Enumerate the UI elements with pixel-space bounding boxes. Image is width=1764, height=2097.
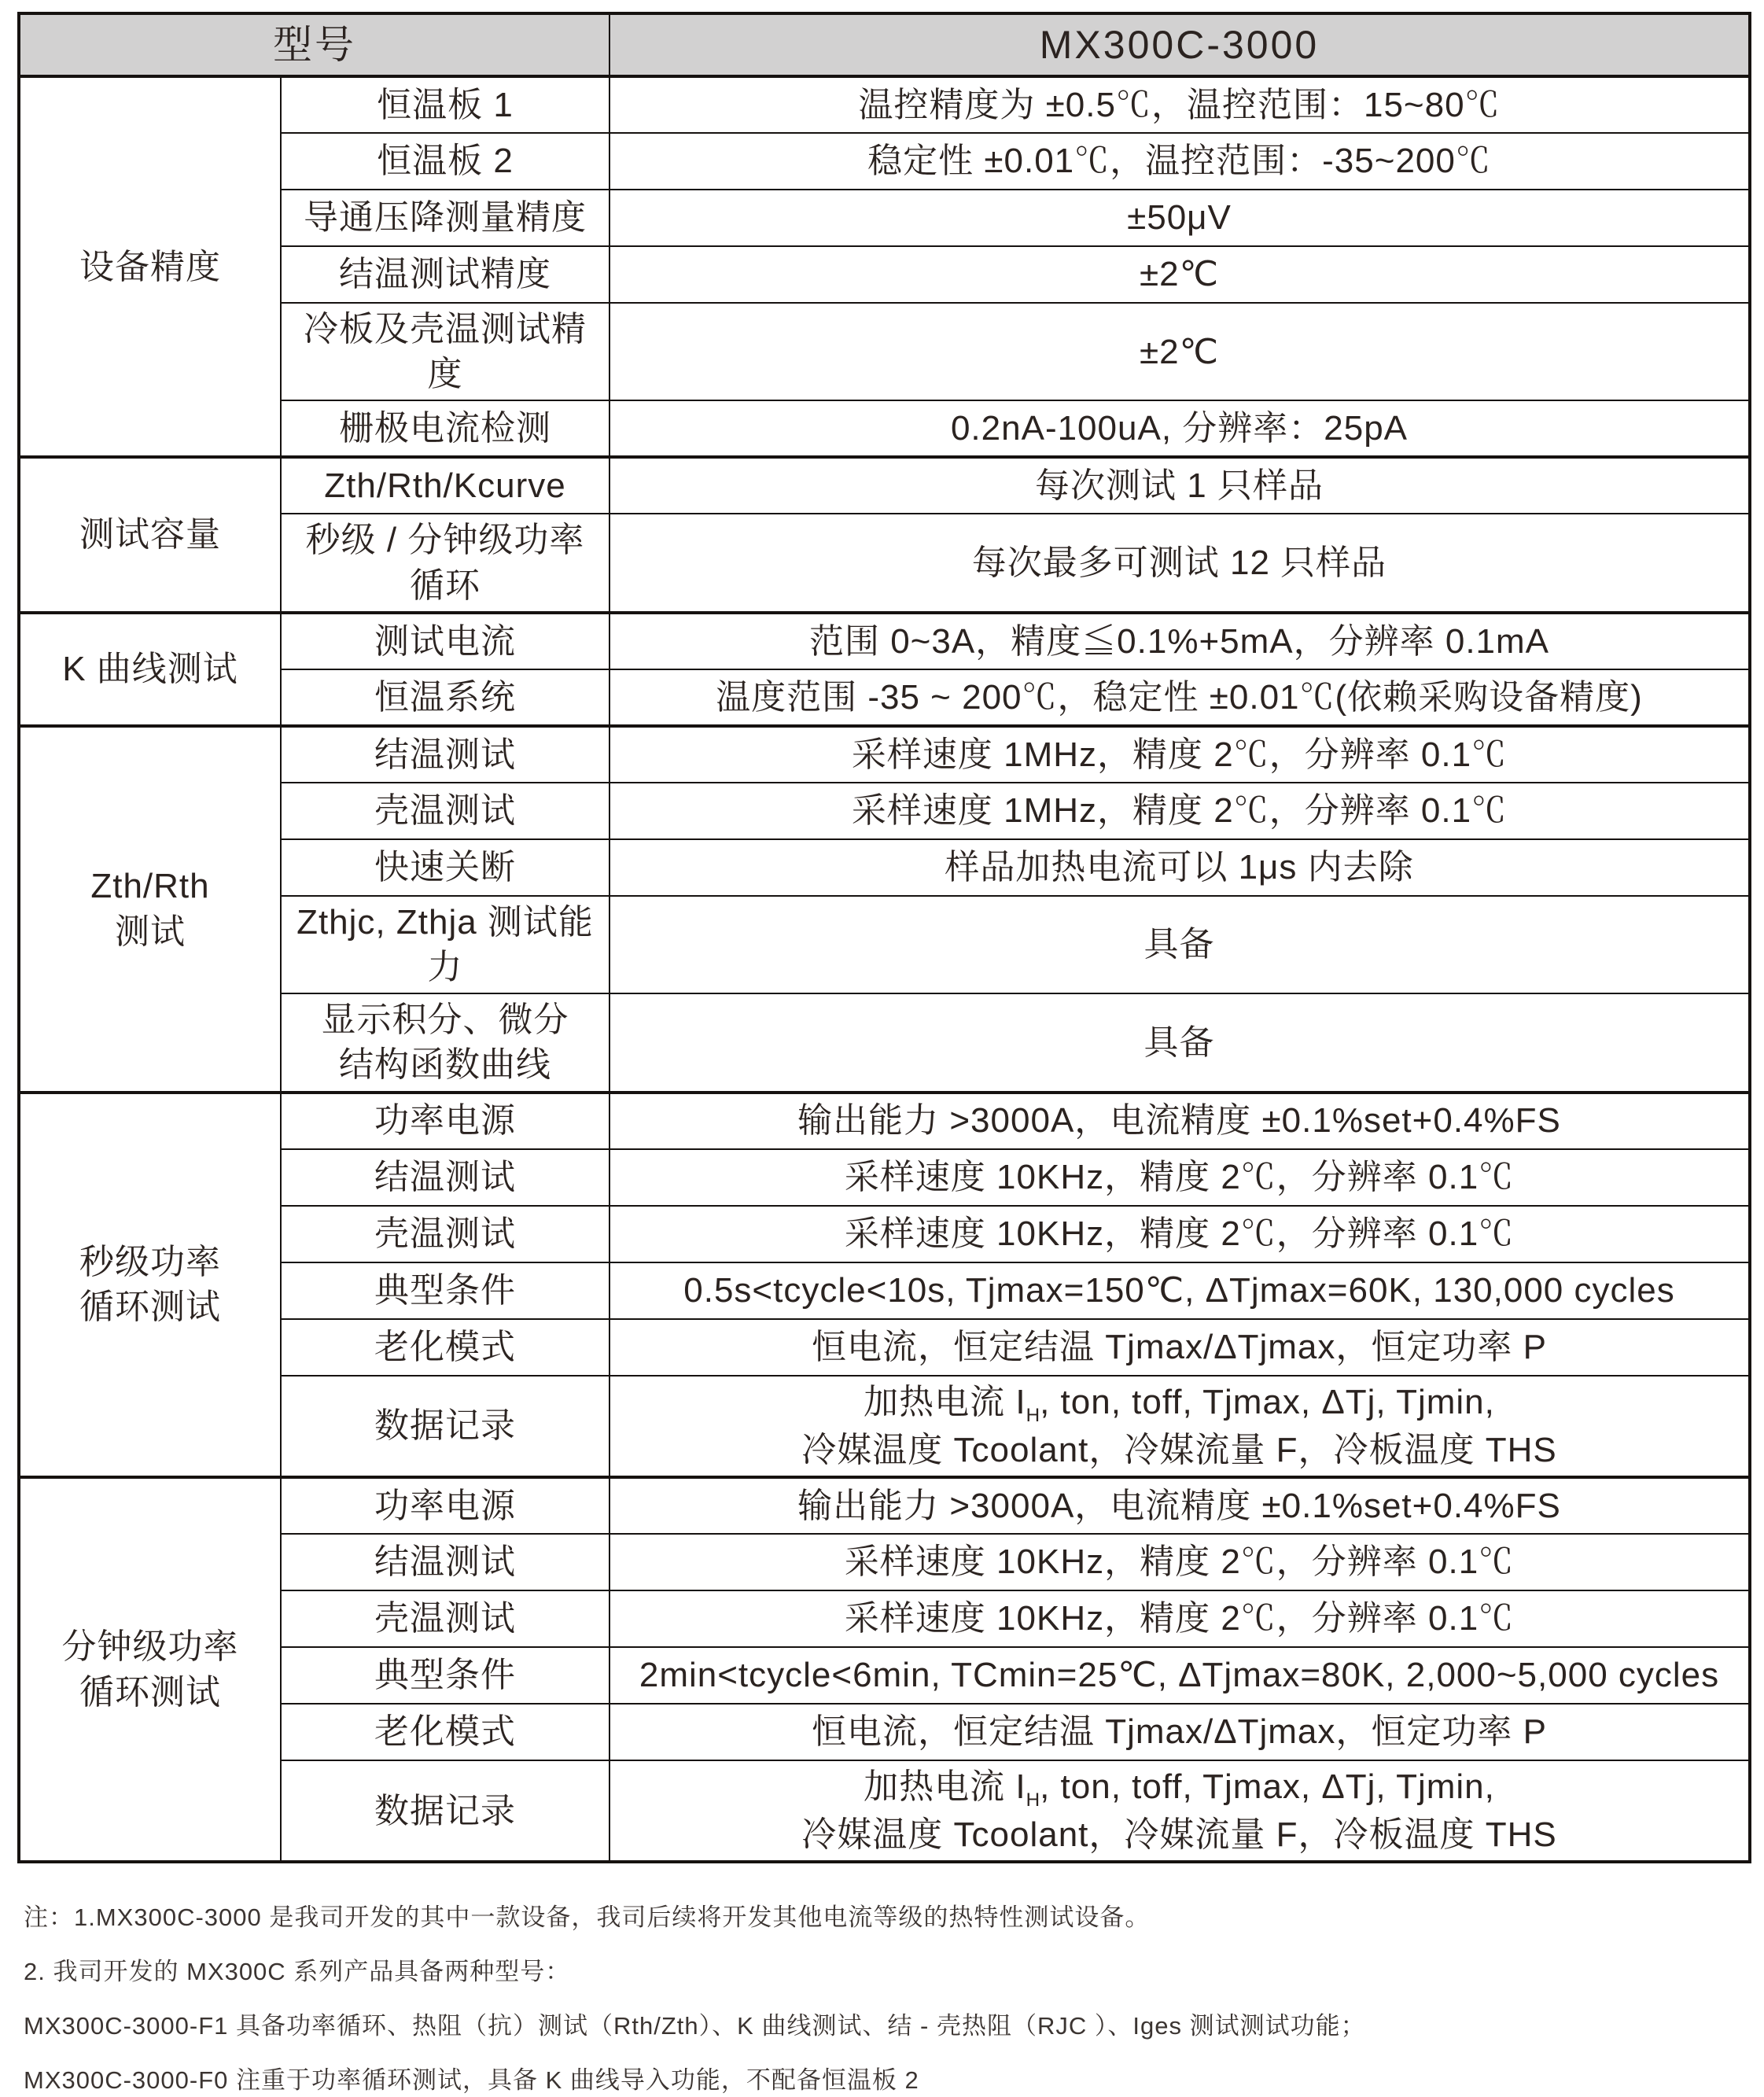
param-cell: 快速关断 (281, 839, 609, 896)
table-row (19, 613, 1750, 669)
param-cell (281, 993, 609, 1092)
table-row (19, 1093, 1750, 1149)
note-line: 注：1.MX300C-3000 是我司开发的其中一款设备，我司后续将开发其他电流等级的热特性测试设备。 (24, 1904, 1151, 1932)
param-cell: 壳温测试 (281, 783, 609, 839)
param-cell: 栅极电流检测 (281, 400, 609, 457)
param-cell: 典型条件 (281, 1647, 609, 1704)
subscript-h: H (1026, 1789, 1040, 1811)
param-cell: 老化模式 (281, 1319, 609, 1376)
param-cell: 数据记录 (281, 1376, 609, 1477)
spec-table (17, 12, 1751, 1863)
value-cell: 具备 (609, 993, 1750, 1092)
group-label-line: 分钟级功率 (61, 1627, 239, 1667)
value-cell: ±2℃ (609, 303, 1750, 400)
value-line: 加热电流 $I_H$, ton, toff, Tjmax, ΔTj, Tjmin, (864, 1382, 1495, 1426)
value-cell: 每次测试 1 只样品 (609, 457, 1750, 514)
group-label-line: 秒级功率 (79, 1243, 221, 1282)
value-cell: 采样速度 1MHz，精度 2℃，分辨率 0.1℃ (609, 726, 1750, 783)
group-label-second-power-cycle-test (19, 1093, 281, 1477)
value-line: 加热电流 $I_H$, ton, toff, Tjmax, ΔTj, Tjmin, (864, 1767, 1495, 1811)
param-cell: Zthjc, Zthja 测试能力 (281, 896, 609, 993)
param-cell: 结温测试精度 (281, 246, 609, 303)
value-cell: 每次最多可测试 12 只样品 (609, 514, 1750, 612)
group-label-line: 测试 (115, 912, 186, 951)
note-line: MX300C-3000-F1 具备功率循环、热阻（抗）测试（Rth/Zth）、K 曲线测试、结 - 壳热阻（RJC ）、Iges 测试测试功能； (24, 2012, 1366, 2040)
group-label-line: 设备精度 (79, 247, 221, 286)
group-label-device-accuracy (19, 76, 281, 457)
value-cell: 恒电流，恒定结温 Tjmax/ΔTjmax，恒定功率 P (609, 1319, 1750, 1376)
group-label-k-curve-test (19, 613, 281, 726)
value-cell: ±50μV (609, 190, 1750, 246)
value-cell: 范围 0~3A，精度≦0.1%+5mA，分辨率 0.1mA (609, 613, 1750, 669)
group-label-zth-rth-test (19, 726, 281, 1093)
param-cell: 恒温板 1 (281, 76, 609, 133)
param-cell: 结温测试 (281, 726, 609, 783)
value-cell: 采样速度 10KHz，精度 2℃，分辨率 0.1℃ (609, 1206, 1750, 1262)
param-cell: 壳温测试 (281, 1206, 609, 1262)
value-cell: 输出能力 >3000A，电流精度 ±0.1%set+0.4%FS (609, 1477, 1750, 1534)
group-label-line: 循环测试 (79, 1288, 221, 1327)
param-cell: 结温测试 (281, 1149, 609, 1206)
value-cell: 采样速度 10KHz，精度 2℃，分辨率 0.1℃ (609, 1534, 1750, 1590)
param-cell: 老化模式 (281, 1704, 609, 1760)
group-label-line: 测试容量 (79, 515, 221, 555)
subscript-h: H (1026, 1404, 1040, 1426)
value-cell: 0.5s<tcycle<10s, Tjmax=150℃, ΔTjmax=60K, 130,000 cycles (609, 1262, 1750, 1319)
footnotes (17, 1901, 1748, 2096)
table-header-row (19, 13, 1750, 76)
value-cell (609, 1376, 1750, 1477)
value-cell: 温控精度为 ±0.5℃，温控范围：15~80℃ (609, 76, 1750, 133)
value-line: 冷媒温度 Tcoolant，冷媒流量 F，冷板温度 THS (801, 1430, 1557, 1469)
param-cell: 秒级 / 分钟级功率循环 (281, 514, 609, 612)
param-cell: 功率电源 (281, 1093, 609, 1149)
value-cell: 恒电流，恒定结温 Tjmax/ΔTjmax，恒定功率 P (609, 1704, 1750, 1760)
value-cell: 输出能力 >3000A，电流精度 ±0.1%set+0.4%FS (609, 1093, 1750, 1149)
table-row (19, 726, 1750, 783)
value-cell: 稳定性 ±0.01℃，温控范围：-35~200℃ (609, 133, 1750, 190)
param-cell: Zth/Rth/Kcurve (281, 457, 609, 514)
group-label-line: 循环测试 (79, 1672, 221, 1712)
table-row (19, 457, 1750, 514)
note-line: 2. 我司开发的 MX300C 系列产品具备两种型号： (24, 1958, 571, 1986)
param-cell: 典型条件 (281, 1262, 609, 1319)
value-cell: 采样速度 10KHz，精度 2℃，分辨率 0.1℃ (609, 1149, 1750, 1206)
value-cell: 采样速度 1MHz，精度 2℃，分辨率 0.1℃ (609, 783, 1750, 839)
group-label-line: K 曲线测试 (62, 650, 238, 689)
param-cell: 结温测试 (281, 1534, 609, 1590)
table-header-model-value: MX300C-3000 (609, 13, 1750, 76)
param-cell: 导通压降测量精度 (281, 190, 609, 246)
param-cell: 恒温板 2 (281, 133, 609, 190)
value-cell: ±2℃ (609, 246, 1750, 303)
param-cell: 冷板及壳温测试精度 (281, 303, 609, 400)
note-line: MX300C-3000-F0 注重于功率循环测试，具备 K 曲线导入功能，不配备恒温板 2 (24, 2066, 919, 2094)
value-cell: 样品加热电流可以 1μs 内去除 (609, 839, 1750, 896)
group-label-minute-power-cycle-test (19, 1477, 281, 1862)
group-label-test-capacity (19, 457, 281, 612)
param-line: 结构函数曲线 (339, 1045, 551, 1085)
value-cell: 0.2nA-100uA, 分辨率：25pA (609, 400, 1750, 457)
value-cell: 采样速度 10KHz，精度 2℃，分辨率 0.1℃ (609, 1590, 1750, 1647)
param-cell: 壳温测试 (281, 1590, 609, 1647)
value-cell: 温度范围 -35 ~ 200℃，稳定性 ±0.01℃(依赖采购设备精度) (609, 669, 1750, 726)
table-header-model-label: 型号 (19, 13, 609, 76)
param-cell: 恒温系统 (281, 669, 609, 726)
group-label-line: Zth/Rth (90, 867, 210, 906)
param-cell: 数据记录 (281, 1760, 609, 1862)
table-row (19, 76, 1750, 133)
value-line: 冷媒温度 Tcoolant，冷媒流量 F，冷板温度 THS (801, 1815, 1557, 1855)
param-cell: 功率电源 (281, 1477, 609, 1534)
value-cell: 2min<tcycle<6min, TCmin=25℃, ΔTjmax=80K, 2,000~5,000 cycles (609, 1647, 1750, 1704)
table-row (19, 1477, 1750, 1534)
param-cell: 测试电流 (281, 613, 609, 669)
value-cell (609, 1760, 1750, 1862)
param-line: 显示积分、微分 (321, 1001, 569, 1040)
value-cell: 具备 (609, 896, 1750, 993)
